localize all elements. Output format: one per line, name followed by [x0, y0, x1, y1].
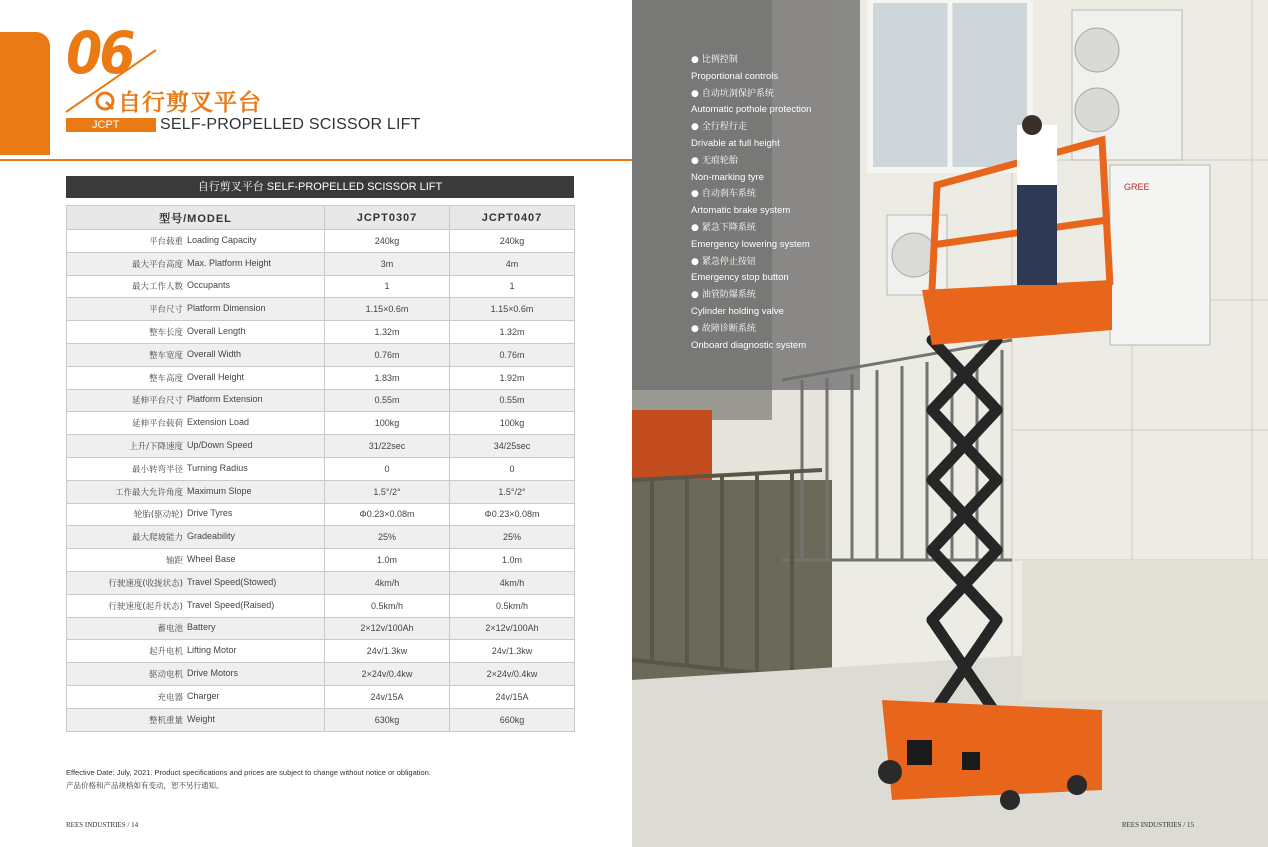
feature-en: Non-marking tyre [691, 171, 764, 183]
page-title-en: SELF-PROPELLED SCISSOR LIFT [160, 116, 421, 133]
spec-value-jcpt0407: 1.0m [450, 549, 575, 572]
spec-label [67, 389, 325, 412]
spec-label-en: Weight [187, 713, 215, 724]
spec-label [67, 663, 325, 686]
spec-label [67, 708, 325, 731]
ac-brand-label: GREE [1124, 182, 1150, 192]
feature-en: Emergency stop button [691, 272, 789, 284]
feature-en: Onboard diagnostic system [691, 339, 807, 351]
spec-label [67, 275, 325, 298]
table-row [67, 230, 575, 253]
spec-label [67, 321, 325, 344]
spec-label [67, 480, 325, 503]
spec-value-jcpt0407: 2×24v/0.4kw [450, 663, 575, 686]
page-number-left: REES INDUSTRIES / 14 [66, 821, 139, 829]
spec-label-cn: 蓄电池 [157, 624, 183, 635]
spec-value-jcpt0307: 4km/h [325, 571, 450, 594]
table-row [67, 298, 575, 321]
feature-item [691, 186, 811, 220]
spec-label-cn: 充电器 [157, 692, 183, 703]
spec-value-jcpt0307: 0.76m [325, 343, 450, 366]
spec-label-en: Loading Capacity [187, 234, 257, 245]
feature-cn: ● 无痕轮胎 [691, 153, 811, 170]
spec-value-jcpt0307: 1.5°/2° [325, 480, 450, 503]
spec-label-en: Occupants [187, 280, 231, 291]
feature-item [691, 254, 811, 288]
header-jcpt0307: JCPT0307 [325, 206, 450, 230]
table-row [67, 343, 575, 366]
table-row [67, 617, 575, 640]
spec-value-jcpt0407: 0.55m [450, 389, 575, 412]
spec-label [67, 617, 325, 640]
spec-table [66, 205, 575, 732]
spec-label [67, 412, 325, 435]
spec-label-cn: 平台尺寸 [148, 305, 183, 316]
feature-en: Emergency lowering system [691, 238, 810, 250]
feature-item [691, 153, 811, 187]
spec-value-jcpt0307: 100kg [325, 412, 450, 435]
header-jcpt0407: JCPT0407 [450, 206, 575, 230]
spec-label [67, 457, 325, 480]
table-row [67, 708, 575, 731]
section-tab [0, 32, 50, 155]
spec-value-jcpt0407: 34/25sec [450, 435, 575, 458]
spec-label-en: Gradeability [187, 531, 236, 542]
table-row [67, 275, 575, 298]
spec-label-en: Max. Platform Height [187, 257, 272, 268]
feature-item [691, 119, 811, 153]
spec-label-en: Platform Extension [187, 394, 263, 405]
spec-value-jcpt0307: 24v/15A [325, 685, 450, 708]
feature-cn: ● 比例控制 [691, 52, 811, 69]
spec-value-jcpt0407: 0.76m [450, 343, 575, 366]
spec-value-jcpt0407: 1.15×0.6m [450, 298, 575, 321]
spec-value-jcpt0407: 240kg [450, 230, 575, 253]
spec-label-cn: 整车长度 [148, 328, 183, 339]
spec-value-jcpt0307: 1.32m [325, 321, 450, 344]
spec-label-cn: 驱动电机 [148, 670, 183, 681]
section-number: 06 [66, 19, 133, 87]
table-row [67, 549, 575, 572]
spec-label-en: Drive Tyres [187, 508, 233, 519]
spec-label-cn: 上升/下降速度 [129, 442, 183, 453]
spec-label-en: Platform Dimension [187, 303, 266, 314]
spec-label-cn: 轴距 [165, 556, 183, 567]
spec-value-jcpt0307: 31/22sec [325, 435, 450, 458]
spec-label-cn: 最大爬坡能力 [131, 533, 183, 544]
spec-value-jcpt0307: 1 [325, 275, 450, 298]
spec-value-jcpt0307: 25% [325, 526, 450, 549]
spec-label [67, 685, 325, 708]
spec-value-jcpt0407: 0.5km/h [450, 594, 575, 617]
spec-value-jcpt0407: 0 [450, 457, 575, 480]
table-row [67, 252, 575, 275]
spec-label-cn: 整车宽度 [148, 350, 183, 361]
spec-label [67, 298, 325, 321]
spec-label-en: Maximum Slope [187, 485, 252, 496]
spec-label-en: Overall Width [187, 348, 242, 359]
feature-cn: ● 自动刹车系统 [691, 186, 811, 203]
spec-value-jcpt0307: 0.5km/h [325, 594, 450, 617]
table-row [67, 663, 575, 686]
header-model: 型号/MODEL [67, 206, 325, 230]
feature-item [691, 321, 811, 355]
spec-label-cn: 整车高度 [148, 373, 183, 384]
spec-label [67, 640, 325, 663]
spec-label-en: Travel Speed(Raised) [187, 599, 275, 610]
table-row [67, 571, 575, 594]
feature-item [691, 52, 811, 86]
spec-label-cn: 行驶速度(起升状态) [108, 601, 183, 612]
spec-label [67, 526, 325, 549]
spec-label-en: Drive Motors [187, 668, 239, 679]
left-page [0, 0, 632, 847]
feature-en: Drivable at full height [691, 137, 780, 149]
spec-label [67, 366, 325, 389]
spec-label-cn: 最大平台高度 [131, 259, 183, 270]
spec-value-jcpt0407: 4km/h [450, 571, 575, 594]
table-row [67, 526, 575, 549]
spec-label-en: Lifting Motor [187, 645, 237, 656]
spec-label-cn: 行驶速度(收拢状态) [108, 578, 183, 589]
table-row [67, 503, 575, 526]
spec-label-cn: 最大工作人数 [131, 282, 183, 293]
table-banner: 自行剪叉平台 SELF-PROPELLED SCISSOR LIFT [66, 176, 574, 198]
spec-value-jcpt0407: 1.5°/2° [450, 480, 575, 503]
spec-table-body [67, 230, 575, 732]
model-code-badge: JCPT [66, 118, 156, 132]
feature-cn: ● 自动坑洞保护系统 [691, 86, 811, 103]
page-title-cn: 自行剪叉平台 [118, 90, 262, 116]
spec-value-jcpt0407: 1 [450, 275, 575, 298]
feature-cn: ● 全行程行走 [691, 119, 811, 136]
spec-value-jcpt0407: 2×12v/100Ah [450, 617, 575, 640]
feature-en: Automatic pothole protection [691, 104, 812, 116]
spec-value-jcpt0407: Φ0.23×0.08m [450, 503, 575, 526]
spec-value-jcpt0407: 24v/1.3kw [450, 640, 575, 663]
spec-label [67, 571, 325, 594]
spec-label [67, 594, 325, 617]
spec-label-cn: 轮胎(驱动轮) [133, 510, 183, 521]
feature-en: Proportional controls [691, 70, 779, 82]
spec-value-jcpt0307: 1.83m [325, 366, 450, 389]
spec-label-cn: 平台载重 [148, 236, 183, 247]
table-row [67, 594, 575, 617]
notice-cn: 产品价格和产品规格如有变动，恕不另行通知。 [66, 781, 224, 790]
spec-label-en: Extension Load [187, 417, 250, 428]
spec-label [67, 230, 325, 253]
spec-label-cn: 整机重量 [148, 715, 183, 726]
orange-divider [0, 159, 632, 161]
spec-value-jcpt0407: 24v/15A [450, 685, 575, 708]
notice-en: Effective Date: July, 2021. Product specifications and prices are subject to change without notice or obligation. [66, 768, 431, 777]
feature-cn: ● 油管防爆系统 [691, 287, 811, 304]
feature-en: Artomatic brake system [691, 205, 791, 217]
spec-value-jcpt0307: 1.15×0.6m [325, 298, 450, 321]
page-number-right: REES INDUSTRIES / 15 [1121, 821, 1194, 829]
spec-value-jcpt0307: 2×24v/0.4kw [325, 663, 450, 686]
spec-label-en: Travel Speed(Stowed) [187, 576, 277, 587]
feature-item [691, 287, 811, 321]
spec-value-jcpt0407: 100kg [450, 412, 575, 435]
spec-value-jcpt0307: Φ0.23×0.08m [325, 503, 450, 526]
spec-value-jcpt0407: 25% [450, 526, 575, 549]
table-header-row [67, 206, 575, 230]
spec-value-jcpt0307: 630kg [325, 708, 450, 731]
table-row [67, 685, 575, 708]
spec-value-jcpt0307: 24v/1.3kw [325, 640, 450, 663]
spec-value-jcpt0307: 240kg [325, 230, 450, 253]
table-row [67, 640, 575, 663]
feature-item [691, 86, 811, 120]
spec-value-jcpt0307: 0.55m [325, 389, 450, 412]
spec-value-jcpt0407: 660kg [450, 708, 575, 731]
right-page [632, 0, 1268, 847]
table-row [67, 321, 575, 344]
spec-value-jcpt0307: 2×12v/100Ah [325, 617, 450, 640]
table-row [67, 435, 575, 458]
spec-label [67, 435, 325, 458]
table-row [67, 366, 575, 389]
title-cn-wrap [94, 84, 262, 117]
spec-value-jcpt0407: 1.92m [450, 366, 575, 389]
spec-label-en: Up/Down Speed [187, 440, 253, 451]
spec-label-en: Turning Radius [187, 462, 248, 473]
spec-value-jcpt0307: 1.0m [325, 549, 450, 572]
spec-label-en: Overall Length [187, 326, 246, 337]
spec-label [67, 252, 325, 275]
spec-value-jcpt0407: 1.32m [450, 321, 575, 344]
spec-value-jcpt0307: 0 [325, 457, 450, 480]
spec-label [67, 549, 325, 572]
spec-value-jcpt0307: 3m [325, 252, 450, 275]
spec-label-en: Charger [187, 690, 220, 701]
spec-label-cn: 工作最大允许角度 [114, 487, 183, 498]
table-row [67, 412, 575, 435]
feature-cn: ● 紧急停止按钮 [691, 254, 811, 271]
spec-label-cn: 起升电机 [148, 647, 183, 658]
feature-cn: ● 故障诊断系统 [691, 321, 811, 338]
feature-cn: ● 紧急下降系统 [691, 220, 811, 237]
table-row [67, 457, 575, 480]
spec-label-cn: 延伸平台尺寸 [131, 396, 183, 407]
spec-label-cn: 最小转弯半径 [131, 464, 183, 475]
table-row [67, 480, 575, 503]
feature-list [691, 52, 811, 354]
feature-en: Cylinder holding valve [691, 305, 784, 317]
spec-label-cn: 延伸平台载荷 [131, 419, 183, 430]
spec-label-en: Wheel Base [187, 554, 236, 565]
spec-value-jcpt0407: 4m [450, 252, 575, 275]
spec-label [67, 503, 325, 526]
spec-label-en: Overall Height [187, 371, 245, 382]
feature-item [691, 220, 811, 254]
table-row [67, 389, 575, 412]
spec-label-en: Battery [187, 622, 216, 633]
spec-label [67, 343, 325, 366]
q-logo-icon [94, 90, 116, 112]
